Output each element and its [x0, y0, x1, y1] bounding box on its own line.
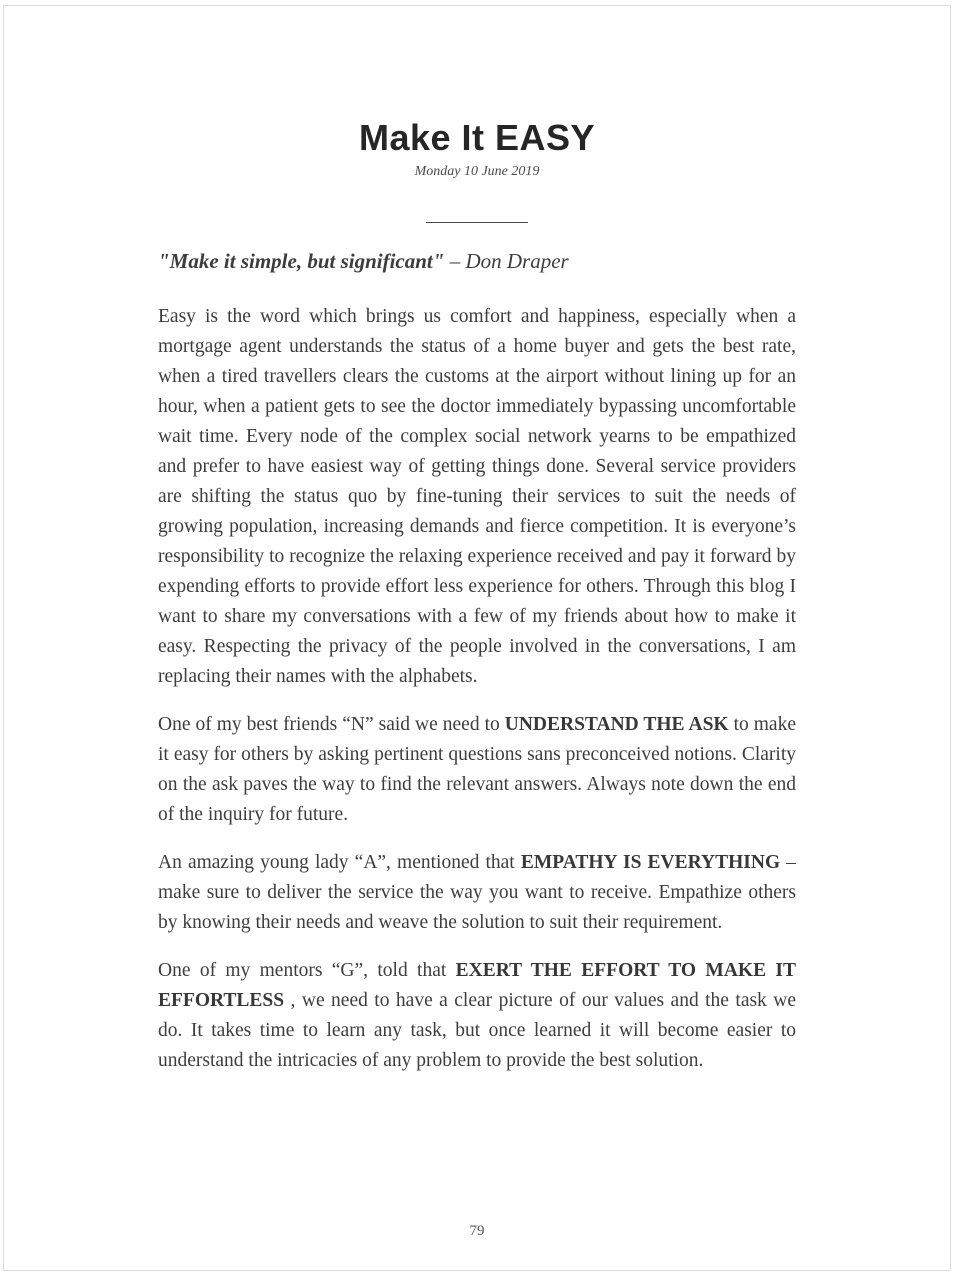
emphasis-empathy-is-everything: EMPATHY IS EVERYTHING [520, 851, 781, 873]
quote-text: "Make it simple, but significant" [158, 248, 445, 273]
body-paragraph-2 [158, 710, 796, 830]
body-paragraph-3 [158, 848, 796, 938]
quote-attribution: – Don Draper [444, 248, 569, 273]
paragraph-text: One of my mentors “G”, told that [158, 959, 456, 981]
emphasis-understand-the-ask: UNDERSTAND THE ASK [504, 713, 729, 735]
page-number: 79 [469, 1223, 485, 1239]
page-title: Make It EASY [358, 117, 596, 158]
body-paragraph-1 [158, 302, 796, 692]
paragraph-text: An amazing young lady “A”, mentioned that [158, 851, 521, 873]
quote-line [158, 249, 796, 274]
article-body [158, 302, 796, 1076]
page-content [158, 0, 796, 1076]
paragraph-text: – make sure to deliver the service the way you want to receive. Empathize others by knowing their needs and weave the solution to suit their requirement. [158, 851, 796, 933]
paragraph-text: to make it easy for others by asking pertinent questions sans preconceived notions. Clarity on the ask paves the way to find the relevant answers. Always note down the end of the inquiry for future. [158, 713, 796, 825]
paragraph-text: , we need to have a clear picture of our values and the task we do. It takes time to learn any task, but once learned it will become easier to understand the intricacies of any problem to provide the best solution. [158, 989, 796, 1071]
paragraph-text: One of my best friends “N” said we need to [158, 713, 505, 735]
body-paragraph-4 [158, 956, 796, 1076]
paragraph-text: Easy is the word which brings us comfort and happiness, especially when a mortgage agent understands the status of a home buyer and gets the best rate, when a tired travellers clears the customs at the airport without lining up for an hour, when a patient gets to see the doctor immediately bypassing uncomfortable wait time. Every node of the complex social network yearns to be empathized and prefer to have easiest way of getting things done. Several service providers are shifting the status quo by fine-tuning their services to suit the needs of growing population, increasing demands and fierce competition. It is everyone’s responsibility to recognize the relaxing experience received and pay it forward by expending efforts to provide effort less experience for others. Through this blog I want to share my conversations with a few of my friends about how to make it easy. Respecting the privacy of the people involved in the conversations, I am replacing their names with the alphabets. [158, 305, 796, 687]
date-line: Monday 10 June 2019 [414, 163, 540, 179]
section-divider [426, 222, 528, 223]
emphasis-exert-the-effort: EXERT THE EFFORT TO MAKE IT EFFORTLESS [158, 959, 796, 1011]
